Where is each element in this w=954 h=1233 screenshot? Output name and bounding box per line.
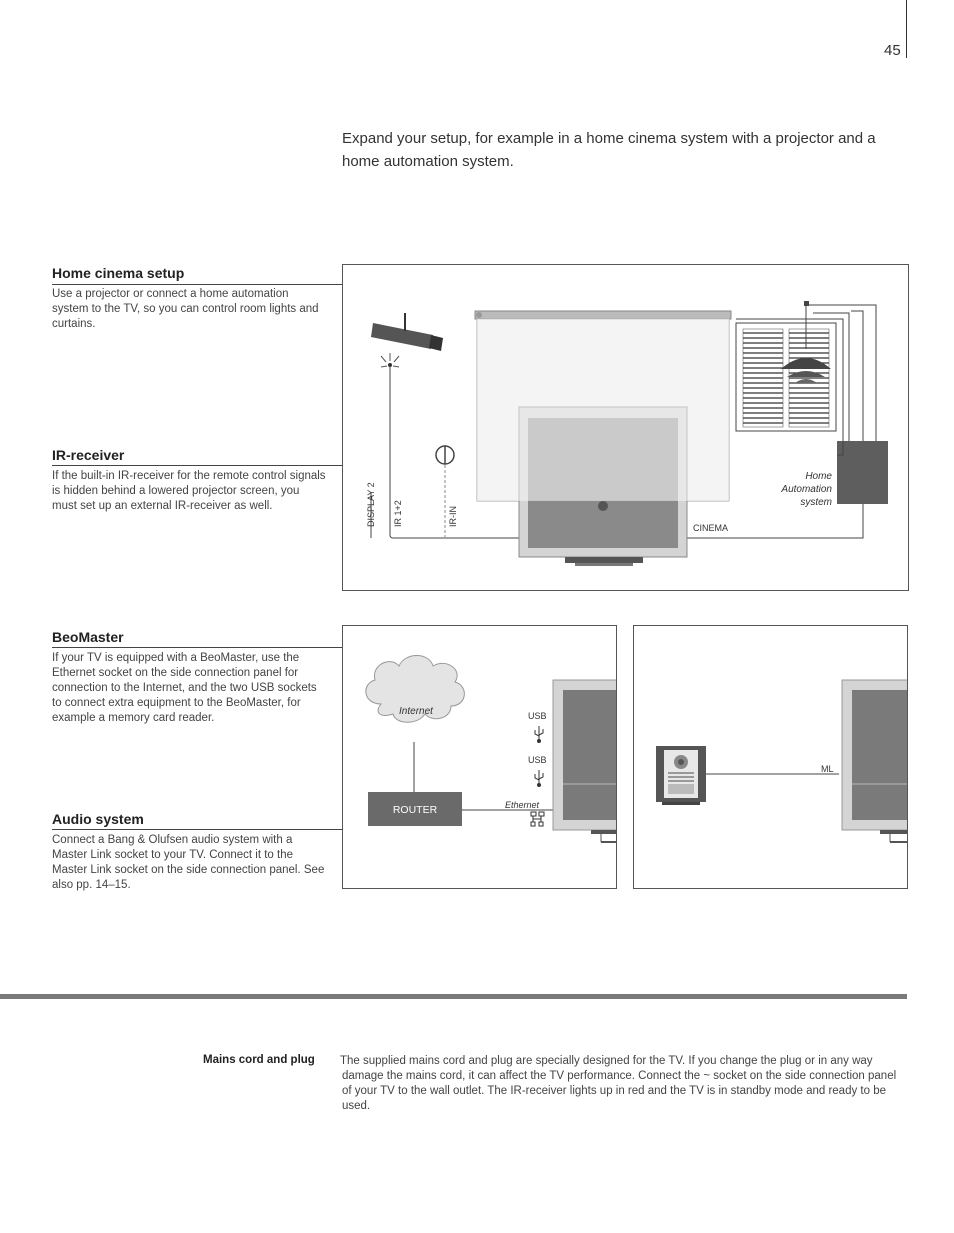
- section-rule: [52, 465, 342, 466]
- note-title: Mains cord and plug: [203, 1054, 315, 1066]
- label-home-automation-1: Home: [805, 471, 832, 482]
- beomaster-diagram: [342, 625, 617, 889]
- section-body-ir-receiver: If the built-in IR-receiver for the remote control signals is hidden behind a lowered projector screen, you must set up an external IR-receiver as well.: [52, 470, 326, 512]
- section-title-ir-receiver: IR-receiver: [52, 447, 125, 463]
- ir-eye-icon: [436, 446, 454, 464]
- section-rule: [52, 647, 342, 648]
- section-title-home-cinema: Home cinema setup: [52, 265, 185, 281]
- section-title-beomaster: BeoMaster: [52, 629, 124, 645]
- projector-icon: [371, 313, 443, 351]
- home-cinema-diagram: [342, 264, 909, 591]
- label-ir-in: IR-IN: [448, 506, 458, 527]
- page-number: 45: [884, 42, 901, 59]
- intro-text: Expand your setup, for example in a home cinema system with a projector and a home automation system.: [342, 130, 876, 170]
- audio-system-icon: [656, 746, 706, 805]
- note-body: The supplied mains cord and plug are specially designed for the TV. If you change the plug or in any way damage the mains cord, it can affect the TV performance. Connect the ~ socket on the side connection panel of your TV to the wall outlet. The IR-receiver lights up in red and the TV is in standby mode and ready to be used.: [340, 1055, 897, 1112]
- label-ethernet: Ethernet: [505, 800, 540, 810]
- usb-icon: [535, 770, 543, 787]
- label-display-2: DISPLAY 2: [366, 482, 376, 527]
- section-body-beomaster: If your TV is equipped with a BeoMaster, use the Ethernet socket on the side connection panel for connection to the Internet, and the two USB sockets to connect extra equipment to the BeoMaster, for example a memory card reader.: [52, 652, 317, 724]
- ethernet-icon: [531, 812, 544, 826]
- tv-icon: [842, 680, 907, 842]
- usb-icon: [535, 726, 543, 743]
- section-title-audio-system: Audio system: [52, 811, 144, 827]
- label-home-automation-2: Automation: [781, 484, 832, 495]
- label-usb-1: USB: [528, 711, 547, 721]
- label-home-automation-3: system: [800, 497, 832, 508]
- section-rule: [52, 829, 342, 830]
- home-automation-box: [837, 441, 888, 504]
- audio-system-diagram: [633, 625, 908, 889]
- section-rule: [52, 284, 342, 285]
- tv-icon: [553, 680, 616, 842]
- section-body-audio-system: Connect a Bang & Olufsen audio system with a Master Link socket to your TV. Connect it to the Master Link socket on the side connection panel. See also pp. 14–15.: [52, 834, 325, 891]
- label-ir-1-2: IR 1+2: [393, 500, 403, 527]
- label-ml: ML: [821, 764, 834, 774]
- label-cinema: CINEMA: [693, 523, 729, 533]
- label-usb-2: USB: [528, 755, 547, 765]
- ir-receiver-icon: [381, 353, 399, 367]
- page-edge-rule: [906, 0, 907, 58]
- label-internet: Internet: [399, 706, 433, 717]
- divider-bar: [0, 994, 907, 999]
- label-router: ROUTER: [392, 804, 438, 816]
- section-body-home-cinema: Use a projector or connect a home automation system to the TV, so you can control room lights and curtains.: [52, 288, 319, 330]
